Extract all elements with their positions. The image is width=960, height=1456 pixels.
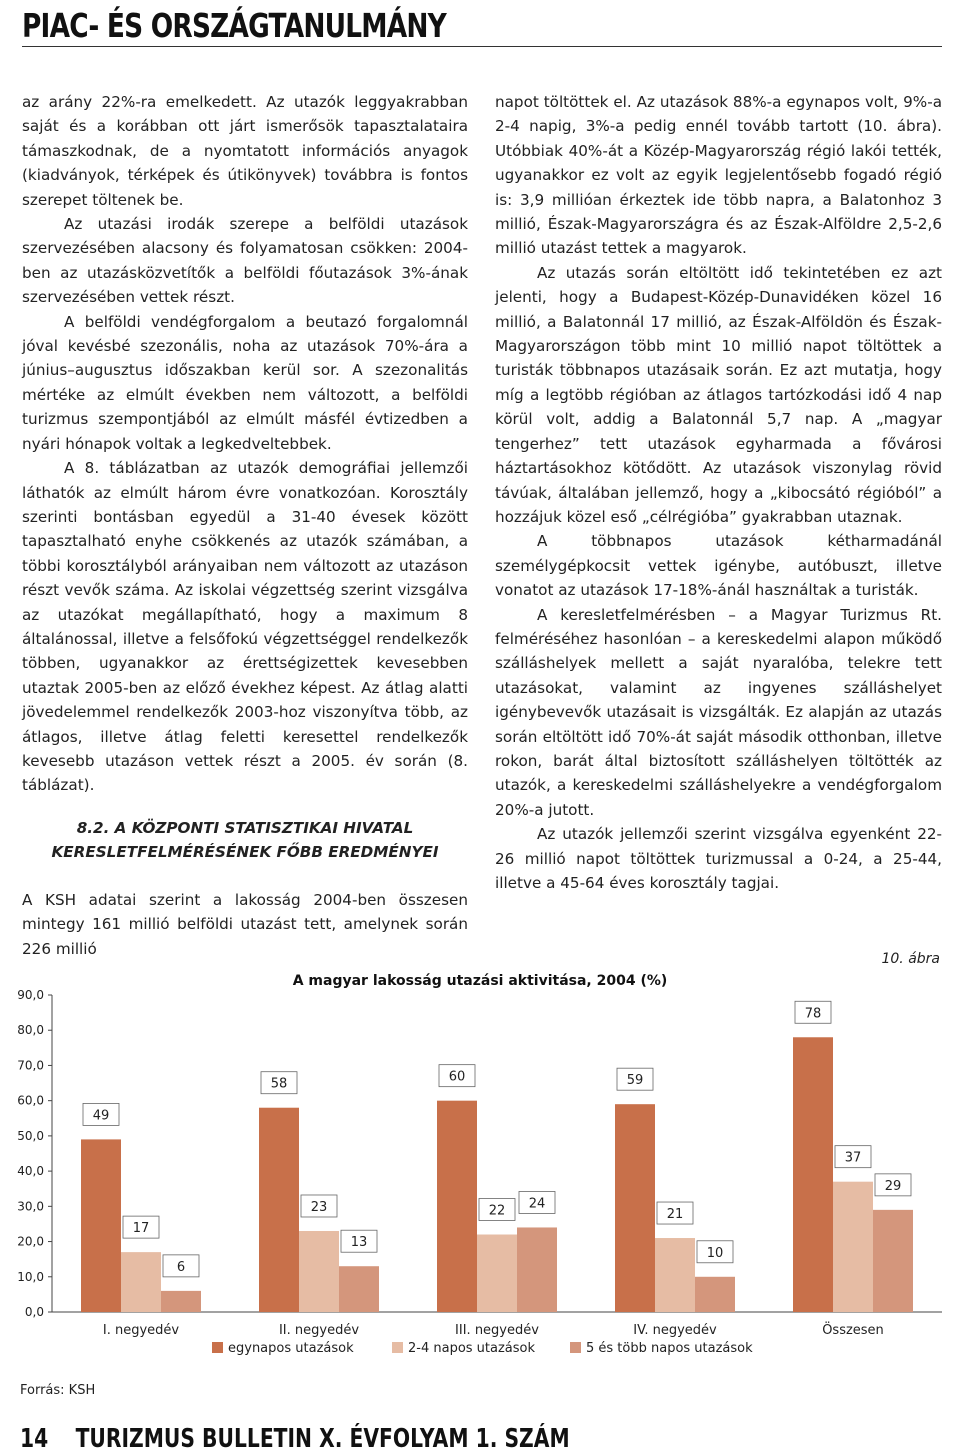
data-label: 78: [804, 1006, 822, 1022]
bar: [655, 1238, 695, 1312]
y-tick-label: 0,0: [24, 1305, 44, 1319]
chart-title: A magyar lakosság utazási aktivitása, 2004 (%): [292, 973, 668, 989]
category-label: I. negyedév: [102, 1323, 180, 1338]
bar: [299, 1231, 339, 1312]
body-paragraph: Az utazás során eltöltött idő tekintetében ez azt jelenti, hogy a Budapest-Közép-Dunavidéken közel 16 millió, a Balatonnál 17 millió, az Észak-Alföldön és Észak-Magyarországon több mint 10 millió napot töltöttek a turisták többnapos utazásaik során. Ez azt mutatja, hogy míg a legtöbb régióban az átlagos tartózkodási idő 4 nap körül volt, addig a Balatonnál 5,7 nap. A „magyar tengerhez” tett utazások egyharmada a fővárosi háztartásokhoz kötődött. Az utazások viszonylag rövid távúak, általában jellemző, hogy a „kibocsátó régióból” a hozzájuk közel eső „célrégióba” gyakrabban utaznak.: [495, 263, 942, 526]
legend-label: 2-4 napos utazások: [408, 1341, 536, 1356]
page-footer: [20, 1424, 570, 1454]
data-label: 24: [528, 1196, 546, 1212]
body-paragraph: A belföldi vendégforgalom a beutazó forgalomnál jóval kevésbé szezonális, noha az utazások 70%-ára a június–augusztus időszakban kerül sor. A szezonalitás mértéke az elmúlt években nem változott, a belföldi turizmus szempontjából az elmúlt másfél évtizedben a nyári hónapok voltak a legkedveltebbek.: [22, 312, 468, 453]
legend-swatch: [570, 1342, 581, 1353]
body-paragraph: Az utazók jellemzői szerint vizsgálva egyenként 22-26 millió napot töltöttek turizmussal a 0-24, a 25-44, illetve a 45-64 éves korosztály tagjai.: [495, 825, 942, 892]
section-heading-line: 8.2. A KÖZPONTI STATISZTIKAI HIVATAL: [76, 818, 414, 837]
bar: [833, 1182, 873, 1312]
source-note: Forrás: KSH: [20, 1383, 96, 1398]
bar-series-group: [81, 1001, 913, 1312]
category-label: Összesen: [822, 1323, 884, 1338]
data-label: 59: [626, 1073, 644, 1089]
data-label: 13: [350, 1235, 368, 1251]
body-paragraph: Az utazási irodák szerepe a belföldi utazások szervezésében alacsony és folyamatosan csökken: 2004-ben az utazásközvetítők a belföldi főutazások 3%-ának szervezésében vettek részt.: [22, 215, 468, 307]
y-tick-label: 50,0: [17, 1128, 44, 1143]
y-tick-label: 20,0: [17, 1234, 44, 1249]
bar: [339, 1266, 379, 1312]
category-label: II. negyedév: [278, 1323, 360, 1338]
legend-label: egynapos utazások: [228, 1341, 354, 1356]
legend-label: 5 és több napos utazások: [586, 1341, 753, 1356]
data-label: 22: [488, 1203, 506, 1219]
data-label: 29: [884, 1178, 902, 1194]
bar: [81, 1139, 121, 1312]
data-label: 58: [270, 1076, 288, 1092]
y-tick-label: 10,0: [17, 1269, 44, 1284]
bar: [477, 1235, 517, 1312]
header-rule: [22, 46, 942, 47]
data-label: 37: [844, 1150, 862, 1166]
bar: [161, 1291, 201, 1312]
bar: [793, 1037, 833, 1312]
publication-name: TURIZMUS BULLETIN X. ÉVFOLYAM 1. SZÁM: [75, 1424, 570, 1454]
running-header-title: PIAC- ÉS ORSZÁGTANULMÁNY: [22, 6, 446, 45]
category-label: IV. negyedév: [633, 1323, 717, 1338]
right-column: [495, 90, 942, 895]
data-label: 49: [92, 1108, 110, 1124]
body-paragraph: A 8. táblázatban az utazók demográfiai jellemzői láthatók az elmúlt három évre vonatkozóan. Korosztály szerinti bontásban egyedül a 31-40 évesek között tapasztalható enyhe csökkenés az utazók számában, a többi korosztályból arányaiban nem változott az utazáson részt vevők száma. Az iskolai végzettség szerint vizsgálva az utazókat megállapítható, hogy a maximum 8 általánossal, illetve a felsőfokú végzettséggel rendelkezők többen, ugyanakkor az érettségizettek kevesebben utaztak 2005-ben az előző évekhez képest. Az átlag alatti jövedelemmel rendelkezők 2003-hoz viszonyítva több, az átlagos, illetve átlag feletti keresettel rendelkezők kevesebb utazáson vettek részt a 2005. év során (8. táblázat).: [22, 459, 468, 795]
body-paragraph: A keresletfelmérésben – a Magyar Turizmus Rt. felméréséhez hasonlóan – a kereskedelmi alapon működő szálláshelyek mellett a saját nyaralóba, telekre tett utazásokat, valamint az ingyenes szálláshelyet igénybevevők utazásait is vizsgálták. Ez alapján az utazás során eltöltött idő 70%-át saját második otthonban, illetve rokon, barát által biztosított szálláshelyen töltötték az utazók, a kereskedelmi szálláshelyekre a vendégforgalom 20%-a jutott.: [495, 605, 942, 819]
body-paragraph: A többnapos utazások kétharmadánál személygépkocsit vettek igénybe, autóbuszt, illetve vonatot az utazások 17-18%-ánál használtak a turisták.: [495, 532, 942, 600]
y-tick-label: 60,0: [17, 1093, 44, 1108]
data-label: 60: [448, 1069, 466, 1085]
data-label: 6: [176, 1259, 186, 1275]
section-heading: [22, 816, 468, 864]
travel-activity-bar-chart: [0, 935, 960, 1375]
bar: [695, 1277, 735, 1312]
body-paragraph: az arány 22%-ra emelkedett. Az utazók leggyakrabban saját és a korábban ott járt ismerősök tapasztalataira támaszkodnak, de a nyomtatott információs anyagok (kiadványok, térképek és útikönyvek) továbbra is fontos szerepet töltenek be.: [22, 93, 468, 209]
data-label: 23: [310, 1199, 328, 1215]
section-heading-line: KERESLETFELMÉRÉSÉNEK FŐBB EREDMÉNYEI: [51, 842, 439, 861]
category-labels: [103, 1321, 884, 1338]
bar: [517, 1227, 557, 1312]
data-label: 21: [666, 1207, 684, 1223]
data-label: 17: [132, 1221, 150, 1237]
chart-legend: [212, 1341, 753, 1356]
y-tick-label: 90,0: [17, 988, 44, 1002]
y-tick-label: 40,0: [17, 1164, 44, 1179]
page-number: 14: [20, 1424, 49, 1454]
body-paragraph: A KSH adatai szerint a lakosság 2004-ben összesen mintegy 161 millió belföldi utazást tett, amelynek során 226 millió: [22, 890, 468, 958]
y-tick-label: 30,0: [17, 1199, 44, 1214]
body-paragraph: napot töltöttek el. Az utazások 88%-a egynapos volt, 9%-a 2-4 napig, 3%-a pedig ennél tovább tartott (10. ábra). Utóbbiak 40%-át a Közép-Magyarország régió lakói tették, ugyanakkor ez volt az egyik legjelentősebb fogadó régió is: 3,9 millióan érkeztek ide több napra, a Balatonhoz 3 millió, Észak-Magyarországra és az Észak-Alföldre 2,5-2,6 millió utazást tettek a magyarok.: [495, 93, 942, 258]
y-tick-label: 70,0: [17, 1058, 44, 1073]
bar: [615, 1104, 655, 1312]
data-label: 10: [706, 1245, 724, 1261]
legend-swatch: [392, 1342, 403, 1353]
bar: [873, 1210, 913, 1312]
y-tick-label: 80,0: [17, 1023, 44, 1038]
left-column: [22, 90, 468, 961]
category-label: III. negyedév: [455, 1323, 539, 1338]
bar: [121, 1252, 161, 1312]
figure-label: 10. ábra: [881, 951, 940, 967]
bar: [259, 1108, 299, 1312]
bar: [437, 1101, 477, 1312]
legend-swatch: [212, 1342, 223, 1353]
